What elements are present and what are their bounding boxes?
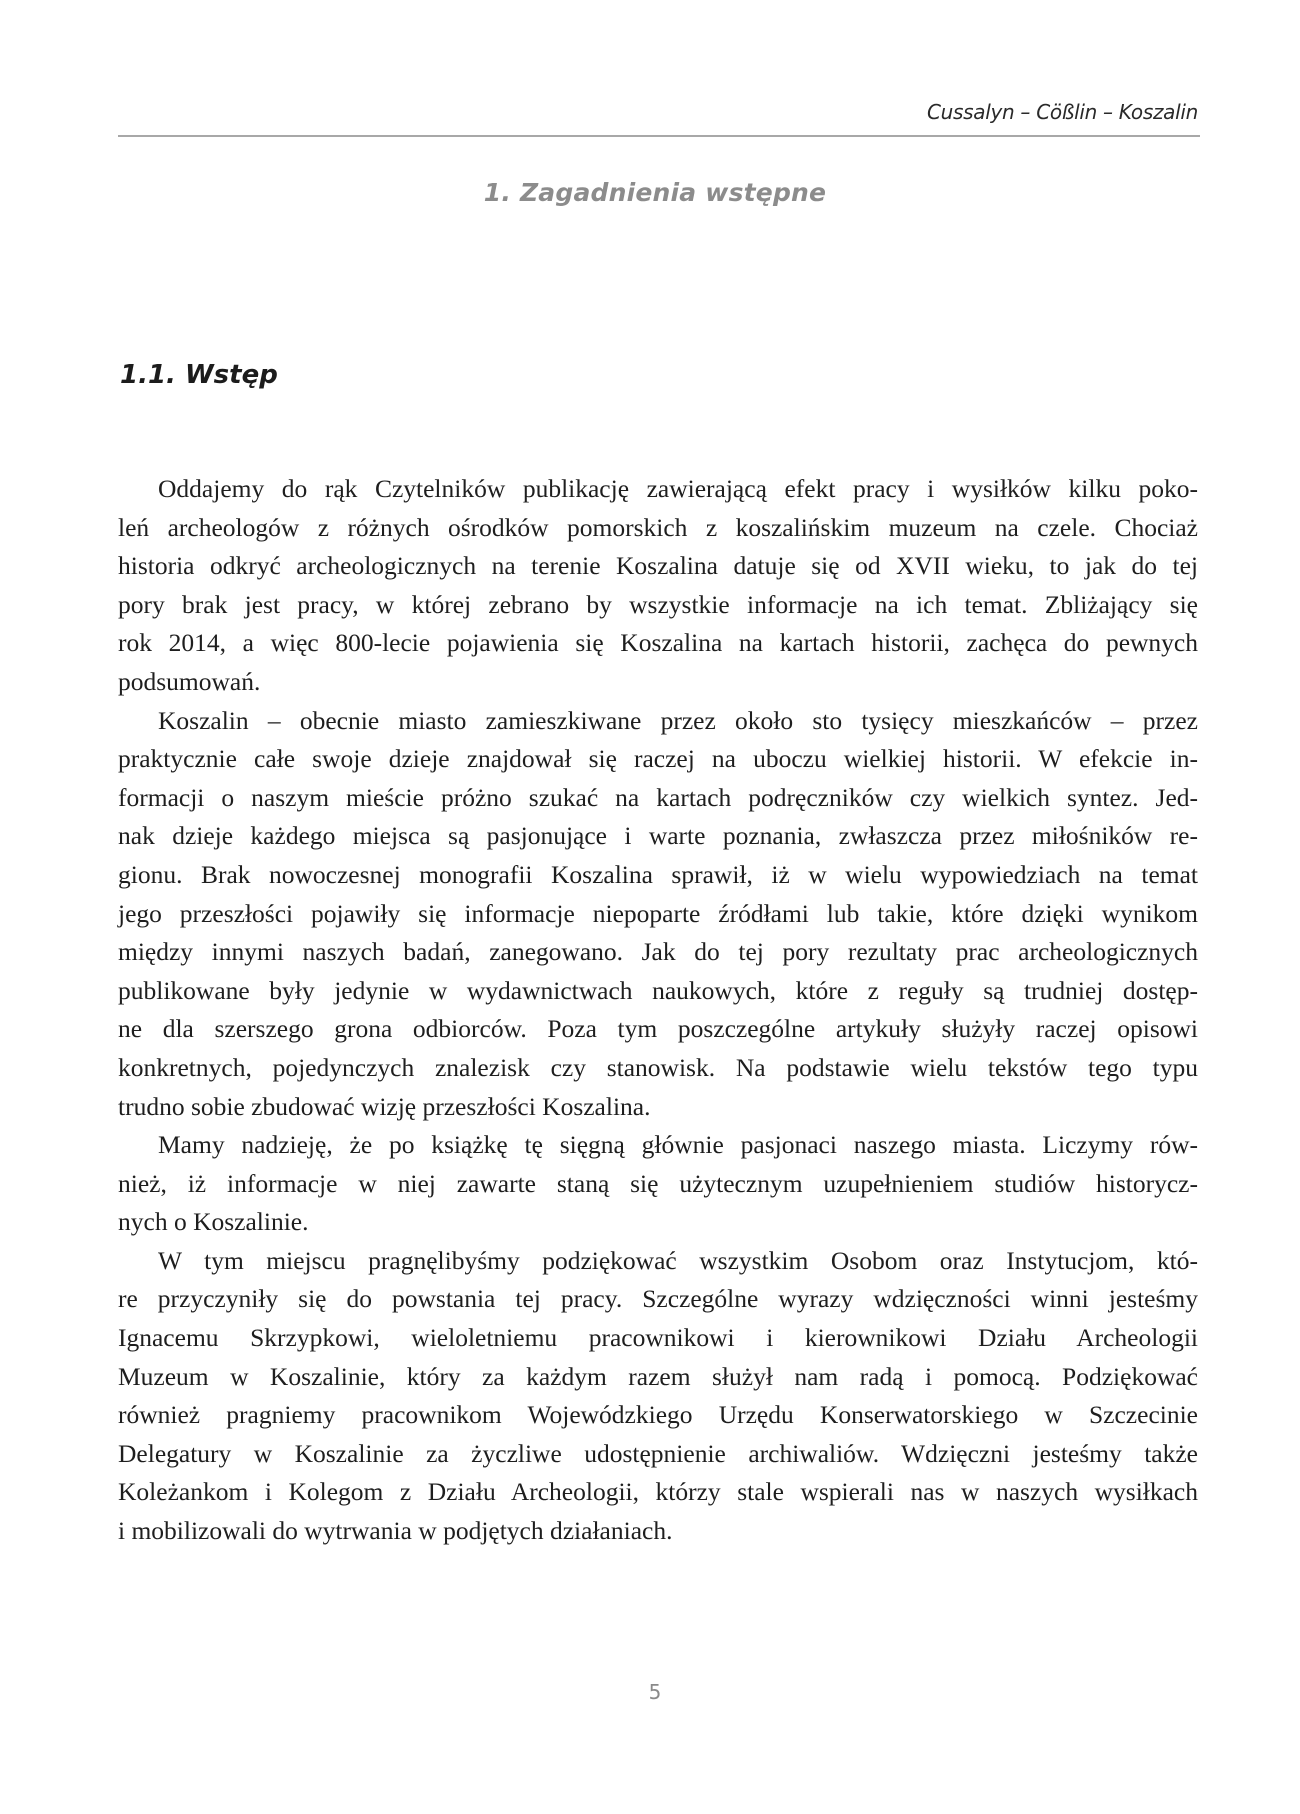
chapter-title: 1. Zagadnienia wstępne (483, 178, 827, 207)
text-line: podsumowań. (118, 666, 261, 696)
text-line: nych o Koszalinie. (118, 1207, 309, 1237)
text-line: jego przeszłości pojawiły się informacje niepoparte źródłami lub takie, które dzięki wynikom (118, 898, 1198, 928)
running-title: Cussalyn – Cößlin – Koszalin (926, 100, 1198, 124)
text-line: ne dla szerszego grona odbiorców. Poza tym poszczególne artykuły służyły raczej opisowi (118, 1014, 1198, 1044)
text-line: Mamy nadzieję, że po książkę tę sięgną głównie pasjonaci naszego miasta. Liczymy rów- (158, 1130, 1198, 1160)
text-line: pory brak jest pracy, w której zebrano by wszystkie informacje na ich temat. Zbliżający się (118, 589, 1198, 619)
body-text (118, 470, 1198, 1551)
text-line: formacji o naszym mieście próżno szukać na kartach podręczników czy wielkich syntez. Jed- (118, 782, 1198, 812)
text-line: praktycznie całe swoje dzieje znajdował się raczej na uboczu wielkiej historii. W efekcie in- (118, 744, 1198, 774)
text-line: i mobilizowali do wytrwania w podjętych działaniach. (118, 1516, 673, 1546)
text-line: Koszalin – obecnie miasto zamieszkiwane przez około sto tysięcy mieszkańców – przez (158, 705, 1198, 735)
text-line: nak dzieje każdego miejsca są pasjonujące i warte poznania, zwłaszcza przez miłośników re- (118, 821, 1198, 851)
text-line: leń archeologów z różnych ośrodków pomorskich z koszalińskim muzeum na czele. Chociaż (118, 512, 1198, 542)
text-line: między innymi naszych badań, zanegowano. Jak do tej pory rezultaty prac archeologicznych (118, 937, 1198, 967)
text-line: re przyczyniły się do powstania tej pracy. Szczególne wyrazy wdzięczności winni jesteśmy (118, 1284, 1198, 1314)
text-line: Delegatury w Koszalinie za życzliwe udostępnienie archiwaliów. Wdzięczni jesteśmy także (118, 1438, 1198, 1468)
running-header (118, 96, 1200, 137)
text-line: Koleżankom i Kolegom z Działu Archeologii, którzy stale wspierali nas w naszych wysiłkach (118, 1477, 1198, 1507)
text-line: gionu. Brak nowoczesnej monografii Koszalina sprawił, iż w wielu wypowiedziach na temat (118, 859, 1198, 889)
text-line: Muzeum w Koszalinie, który za każdym razem służył nam radą i pomocą. Podziękować (118, 1361, 1198, 1391)
text-line: historia odkryć archeologicznych na terenie Koszalina datuje się od XVII wieku, to jak do tej (118, 551, 1198, 581)
text-line: W tym miejscu pragnęlibyśmy podziękować wszystkim Osobom oraz Instytucjom, któ- (158, 1245, 1198, 1275)
text-line: rok 2014, a więc 800-lecie pojawienia się Koszalina na kartach historii, zachęca do pewnych (118, 628, 1198, 658)
text-line: Oddajemy do rąk Czytelników publikację zawierającą efekt pracy i wysiłków kilku poko- (158, 474, 1198, 503)
section-title: 1.1. Wstęp (120, 360, 278, 390)
text-line: publikowane były jedynie w wydawnictwach naukowych, które z reguły są trudniej dostęp- (118, 975, 1198, 1005)
page-number: 5 (648, 1680, 662, 1704)
text-line: konkretnych, pojedynczych znalezisk czy stanowisk. Na podstawie wielu tekstów tego typu (118, 1052, 1198, 1082)
text-line: trudno sobie zbudować wizję przeszłości Koszalina. (118, 1091, 651, 1121)
text-line: nież, iż informacje w niej zawarte staną się użytecznym uzupełnieniem studiów historycz- (118, 1168, 1198, 1198)
text-line: również pragniemy pracownikom Wojewódzkiego Urzędu Konserwatorskiego w Szczecinie (118, 1400, 1198, 1430)
text-line: Ignacemu Skrzypkowi, wieloletniemu pracownikowi i kierownikowi Działu Archeologii (118, 1323, 1198, 1353)
